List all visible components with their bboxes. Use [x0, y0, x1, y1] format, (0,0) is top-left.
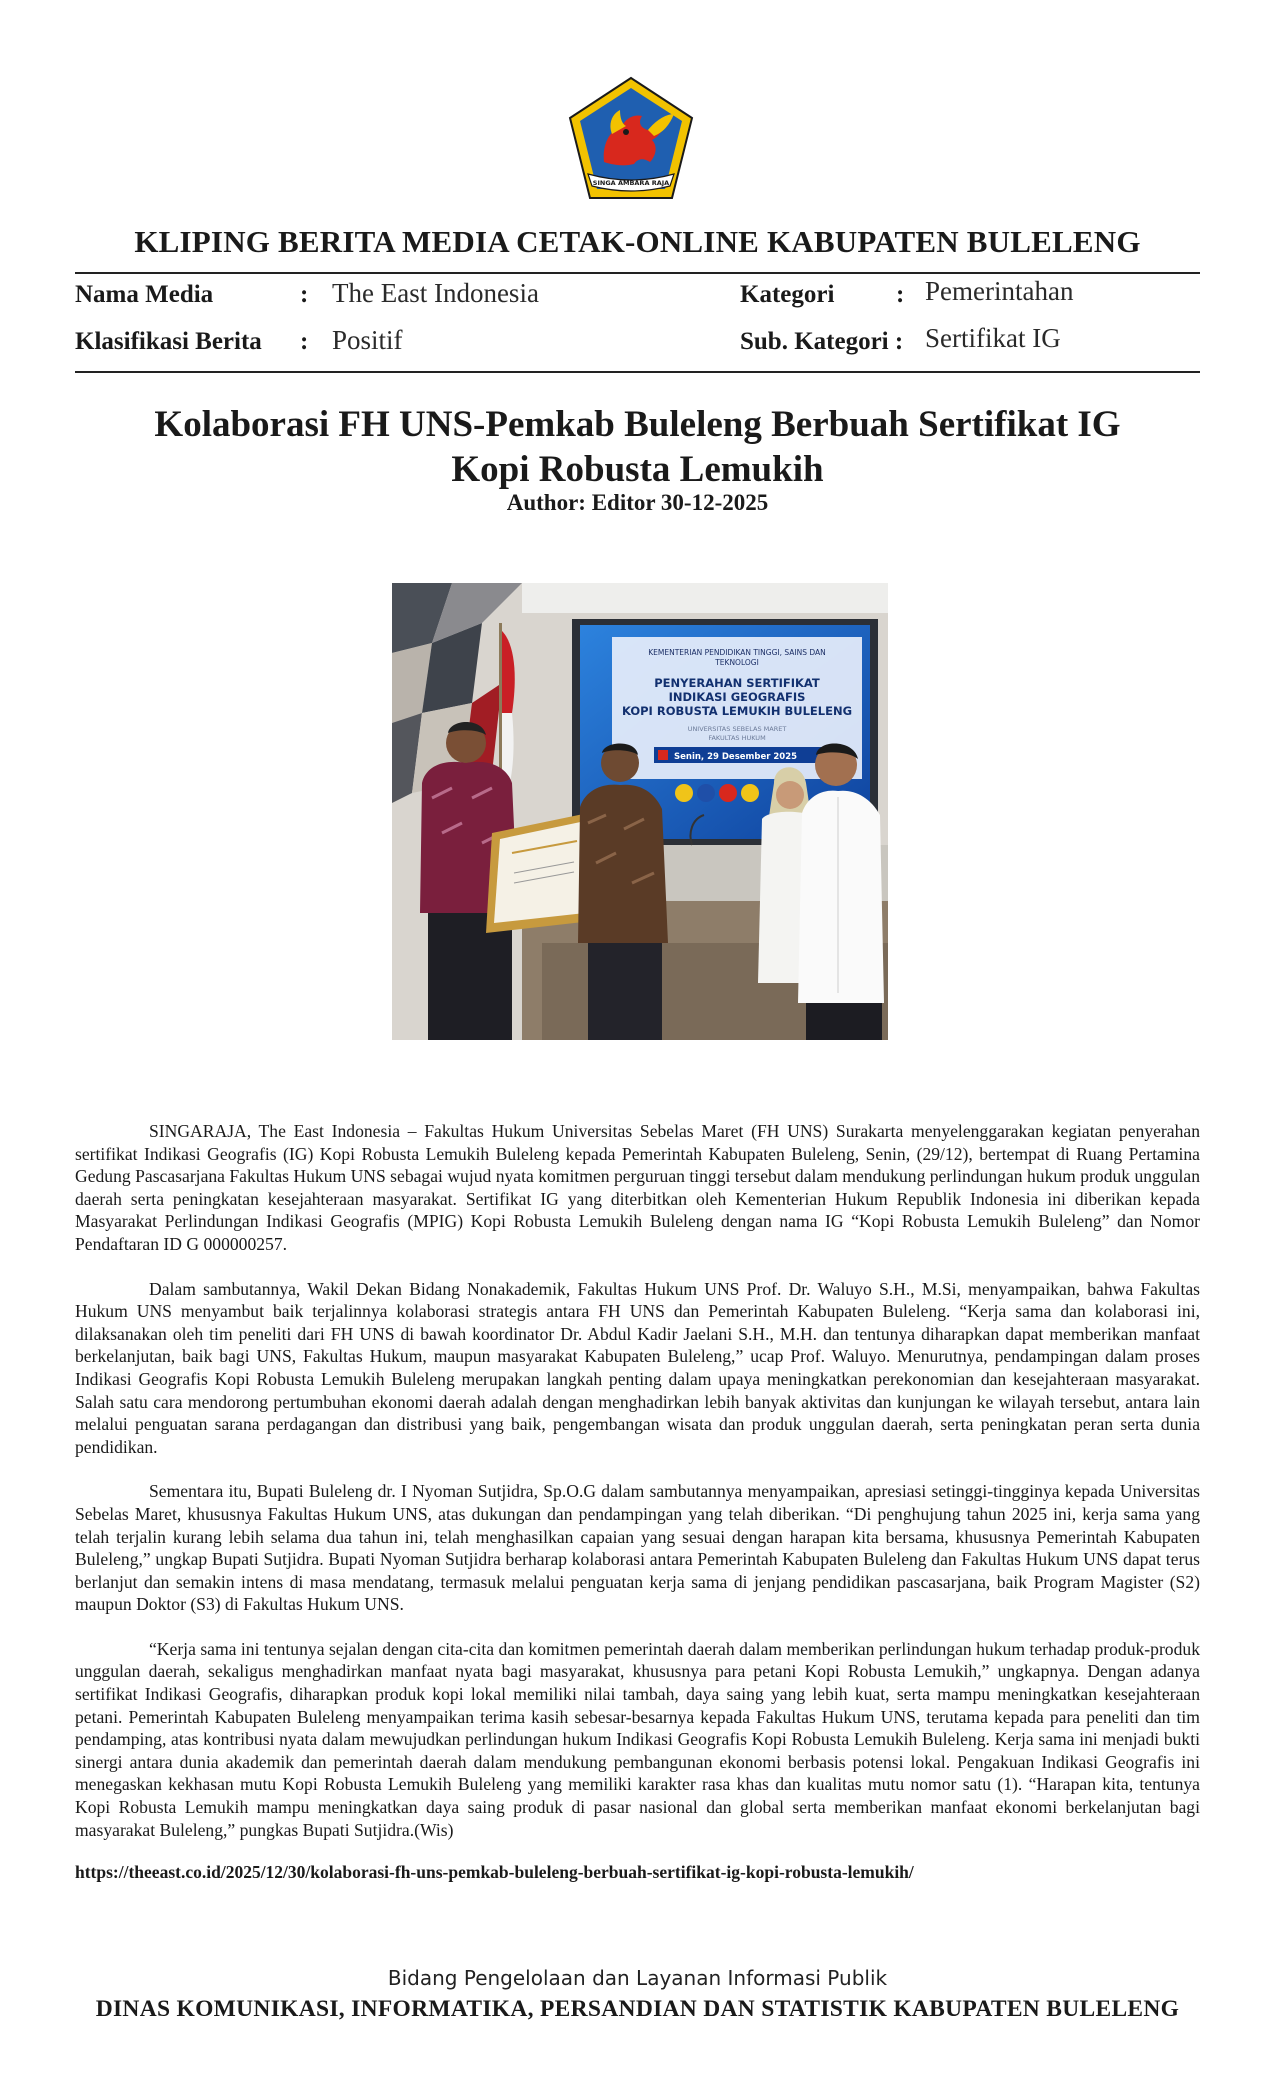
category-colon: :: [896, 281, 905, 308]
classification-label: Klasifikasi Berita: [75, 328, 262, 355]
category-label: Kategori: [740, 281, 835, 308]
media-label: Nama Media: [75, 281, 214, 308]
article-paragraph: “Kerja sama ini tentunya sejalan dengan cita-cita dan komitmen pemerintah daerah dalam memberikan perlindungan hukum terhadap produk-produk unggulan daerah, sekaligus menghadirkan manfaat nyata bagi masyarakat, khususnya para petani Kopi Robusta Lemukih,” ungkapnya. Dengan adanya sertifikat Indikasi Geografis, diharapkan produk kopi lokal memiliki nilai tambah, daya saing yang lebih kuat, serta mampu meningkatkan kesejahteraan petani. Pemerintah Kabupaten Buleleng menyampaikan terima kasih sebesar-besarnya kepada Fakultas Hukum UNS, terutama kepada para peneliti dan tim pendamping, atas kontribusi nyata dalam mewujudkan perlindungan hukum Indikasi Geografis Kopi Robusta Lemukih Buleleng. Kerja sama ini menjadi bukti sinergi antara dunia akademik dan pemerintah daerah dalam mendukung pembangunan ekonomi berbasis potensi lokal. Pengakuan Indikasi Geografis ini menegaskan kekhasan mutu Kopi Robusta Lemukih Buleleng yang memiliki karakter rasa khas dan kualitas mutu nomor satu (1). “Harapan kita, tentunya Kopi Robusta Lemukih mampu meningkatkan daya saing produk di pasar nasional dan global serta memberikan manfaat ekonomi berkelanjutan bagi masyarakat Buleleng,” pungkas Bupati Sutjidra.(Wis): [75, 1638, 1200, 1840]
certificate-handover-photo: [392, 583, 888, 1040]
screen-sub-2: FAKULTAS HUKUM: [708, 734, 766, 742]
emblem-motto: SINGA AMBARA RAJA: [592, 179, 670, 187]
header-top-rule: [75, 272, 1200, 274]
article-photo: [392, 583, 888, 1040]
classification-colon: :: [300, 328, 309, 355]
subcategory-value: Sertifikat IG: [925, 323, 1061, 353]
article-paragraph: SINGARAJA, The East Indonesia – Fakultas Hukum Universitas Sebelas Maret (FH UNS) Surakarta menyelenggarakan kegiatan penyerahan sertifikat Indikasi Geografis (IG) Kopi Robusta Lemukih Buleleng kepada Pemerintah Kabupaten Buleleng, Senin, (29/12), bertempat di Ruang Pertamina Gedung Pascasarjana Fakultas Hukum UNS sebagai wujud nyata komitmen perguruan tinggi tersebut dalam mendukung perlindungan hukum produk unggulan daerah serta peningkatan kesejahteraan masyarakat. Sertifikat IG yang diterbitkan oleh Kementerian Hukum Republik Indonesia ini diberikan kepada Masyarakat Perlindungan Indikasi Geografis (MPIG) Kopi Robusta Lemukih Buleleng dengan nama IG “Kopi Robusta Lemukih Buleleng” dan Nomor Pendaftaran ID G 000000257.: [75, 1121, 1200, 1254]
category-value: Pemerintahan: [925, 276, 1074, 306]
classification-value: Positif: [332, 325, 403, 355]
screen-title-3: KOPI ROBUSTA LEMUKIH BULELENG: [621, 704, 853, 718]
article-paragraph: Sementara itu, Bupati Buleleng dr. I Nyoman Sutjidra, Sp.O.G dalam sambutannya menyampaikan, apresiasi setinggi-tingginya kepada Universitas Sebelas Maret, khususnya Fakultas Hukum UNS, atas dukungan dan pendampingan yang telah diberikan. “Di penghujung tahun 2025 ini, kerja sama yang telah terjalin kurang lebih selama dua tahun ini, telah menghasilkan capaian yang sesuai dengan harapan kita bersama, khususnya Pemerintah Kabupaten Buleleng,” ungkap Bupati Sutjidra. Bupati Nyoman Sutjidra berharap kolaborasi antara Pemerintah Kabupaten Buleleng dan Fakultas Hukum UNS dapat terus berlanjut dan semakin intens di masa mendatang, termasuk melalui penguatan kerja sama di jenjang pendidikan pascasarjana, baik Program Magister (S2) maupun Doktor (S3) di Fakultas Hukum UNS.: [75, 1481, 1200, 1615]
screen-sub-1: UNIVERSITAS SEBELAS MARET: [687, 725, 787, 733]
media-colon: :: [300, 281, 309, 308]
article-paragraph: Dalam sambutannya, Wakil Dekan Bidang Nonakademik, Fakultas Hukum UNS Prof. Dr. Waluyo S.H., M.Si, menyampaikan, bahwa Fakultas Hukum UNS menyambut baik terjalinnya kolaborasi strategis antara FH UNS dan Pemerintah Kabupaten Buleleng. “Kerja sama dan kolaborasi ini, dilaksanakan oleh tim peneliti dari FH UNS di bawah koordinator Dr. Abdul Kadir Jaelani S.H., M.H. dan tentunya diharapkan dapat memberikan manfaat berkelanjutan, baik bagi UNS, Fakultas Hukum, maupun masyarakat Kabupaten Buleleng,” ucap Prof. Waluyo. Menurutnya, pendampingan dalam proses Indikasi Geografis Kopi Robusta Lemukih Buleleng merupakan langkah penting dalam upaya meningkatkan perekonomian dan kesejahteraan masyarakat. Salah satu cara mendorong pertumbuhan ekonomi daerah adalah dengan menghadirkan lebih banyak aktivitas dan kunjungan ke wilayah tersebut, antara lain melalui penguatan sarana perdagangan dan distribusi yang baik, pengembangan wisata dan produk unggulan daerah, serta peningkatan peran serta dunia pendidikan.: [75, 1278, 1200, 1457]
screen-title-1: PENYERAHAN SERTIFIKAT: [654, 676, 820, 690]
header-bottom-rule: [75, 371, 1200, 373]
subcategory-label: Sub. Kategori :: [740, 328, 904, 355]
buleleng-regency-emblem-icon: [564, 74, 698, 202]
screen-ministry-line-2: TEKNOLOGI: [715, 658, 759, 667]
buleleng-regency-emblem: [564, 74, 698, 202]
footer-agency: DINAS KOMUNIKASI, INFORMATIKA, PERSANDIAN DAN STATISTIK KABUPATEN BULELENG: [95, 1996, 1180, 2022]
headline-line-1: Kolaborasi FH UNS-Pemkab Buleleng Berbuah Sertifikat IG: [154, 404, 1121, 445]
media-value: The East Indonesia: [332, 278, 539, 308]
screen-date: Senin, 29 Desember 2025: [674, 752, 798, 762]
source-url-link[interactable]: https://theeast.co.id/2025/12/30/kolaborasi-fh-uns-pemkab-buleleng-berbuah-sertifikat-ig-kopi-robusta-lemukih/: [75, 1862, 914, 1882]
article-body: [75, 1120, 1200, 1863]
screen-ministry-line-1: KEMENTERIAN PENDIDIKAN TINGGI, SAINS DAN: [648, 648, 826, 657]
article-headline: [0, 402, 1275, 492]
footer-department: Bidang Pengelolaan dan Layanan Informasi Publik: [387, 1966, 888, 1990]
article-byline: Author: Editor 30-12-2025: [506, 490, 769, 515]
headline-line-2: Kopi Robusta Lemukih: [451, 449, 824, 490]
clipping-title: KLIPING BERITA MEDIA CETAK-ONLINE KABUPATEN BULELENG: [134, 224, 1141, 259]
screen-title-2: INDIKASI GEOGRAFIS: [668, 690, 806, 704]
